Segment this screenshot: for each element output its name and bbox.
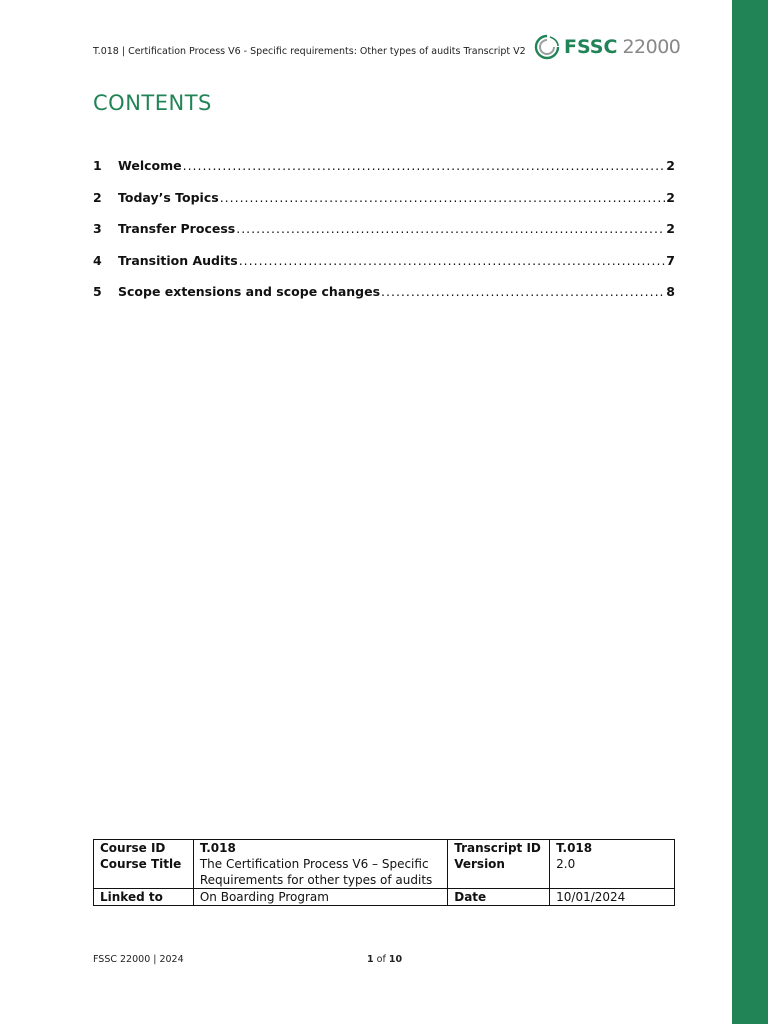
course-title-value: [193, 856, 447, 889]
table-row: [94, 889, 675, 906]
toc-leader-dots: [183, 158, 666, 173]
fssc-logo: [534, 32, 680, 62]
toc-entry-title: Welcome: [118, 158, 182, 173]
logo-swirl-icon: [534, 34, 560, 60]
toc-leader-dots: [381, 284, 665, 299]
toc-entry-page: 2: [666, 221, 675, 236]
toc-entry-page: 7: [666, 252, 675, 268]
toc-entry[interactable]: [93, 221, 675, 253]
transcript-id-value: T.018: [550, 840, 675, 857]
toc-entry-page: 8: [666, 284, 675, 299]
toc-entry-title: Today’s Topics: [118, 189, 219, 205]
page-total: 10: [388, 954, 403, 965]
footer-left-text: FSSC 22000 | 2024: [93, 954, 184, 965]
toc-entry-title: Scope extensions and scope changes: [118, 284, 381, 299]
transcript-id-label: Transcript ID: [448, 840, 550, 857]
toc-entry[interactable]: [93, 190, 675, 222]
header-title: T.018 | Certification Process V6 - Specific requirements: Other types of audits Transcript V2: [93, 46, 526, 57]
toc-leader-dots: [239, 253, 666, 268]
course-title-label: Course Title: [94, 856, 194, 889]
toc-entry[interactable]: [93, 158, 675, 190]
linked-to-label: Linked to: [94, 889, 194, 906]
toc-entry-page: 2: [666, 158, 675, 173]
contents-heading: CONTENTS: [93, 91, 212, 115]
course-id-value: T.018: [193, 840, 447, 857]
course-info-table: [93, 839, 675, 906]
date-value: 10/01/2024: [550, 889, 675, 906]
toc-leader-dots: [220, 190, 666, 205]
course-id-label: Course ID: [94, 840, 194, 857]
table-of-contents: [93, 158, 675, 316]
toc-leader-dots: [236, 221, 665, 236]
toc-entry-page: 2: [666, 189, 675, 205]
page-of: of: [376, 954, 386, 965]
toc-entry-number: 2: [93, 189, 102, 205]
toc-entry-number: 1: [93, 158, 102, 173]
toc-entry-title: Transition Audits: [118, 252, 238, 268]
date-label: Date: [448, 889, 550, 906]
side-accent-bar: [732, 0, 768, 1024]
toc-entry[interactable]: [93, 253, 675, 285]
version-value: 2.0: [550, 856, 675, 889]
toc-entry-number: 3: [93, 221, 102, 236]
course-title-line-2: Requirements for other types of audits: [199, 873, 433, 887]
toc-entry-number: 4: [93, 252, 102, 268]
page-number: [367, 954, 402, 965]
version-label: Version: [448, 856, 550, 889]
table-row: [94, 856, 675, 889]
logo-number-text: 22000: [622, 36, 681, 58]
page-current: 1: [367, 954, 374, 965]
table-row: [94, 840, 675, 857]
course-title-line-1: The Certification Process V6 – Specific: [199, 857, 429, 871]
toc-entry-number: 5: [93, 284, 102, 299]
toc-entry-title: Transfer Process: [118, 221, 236, 236]
toc-entry[interactable]: [93, 284, 675, 316]
logo-brand-text: FSSC: [564, 36, 618, 58]
linked-to-value: On Boarding Program: [193, 889, 447, 906]
